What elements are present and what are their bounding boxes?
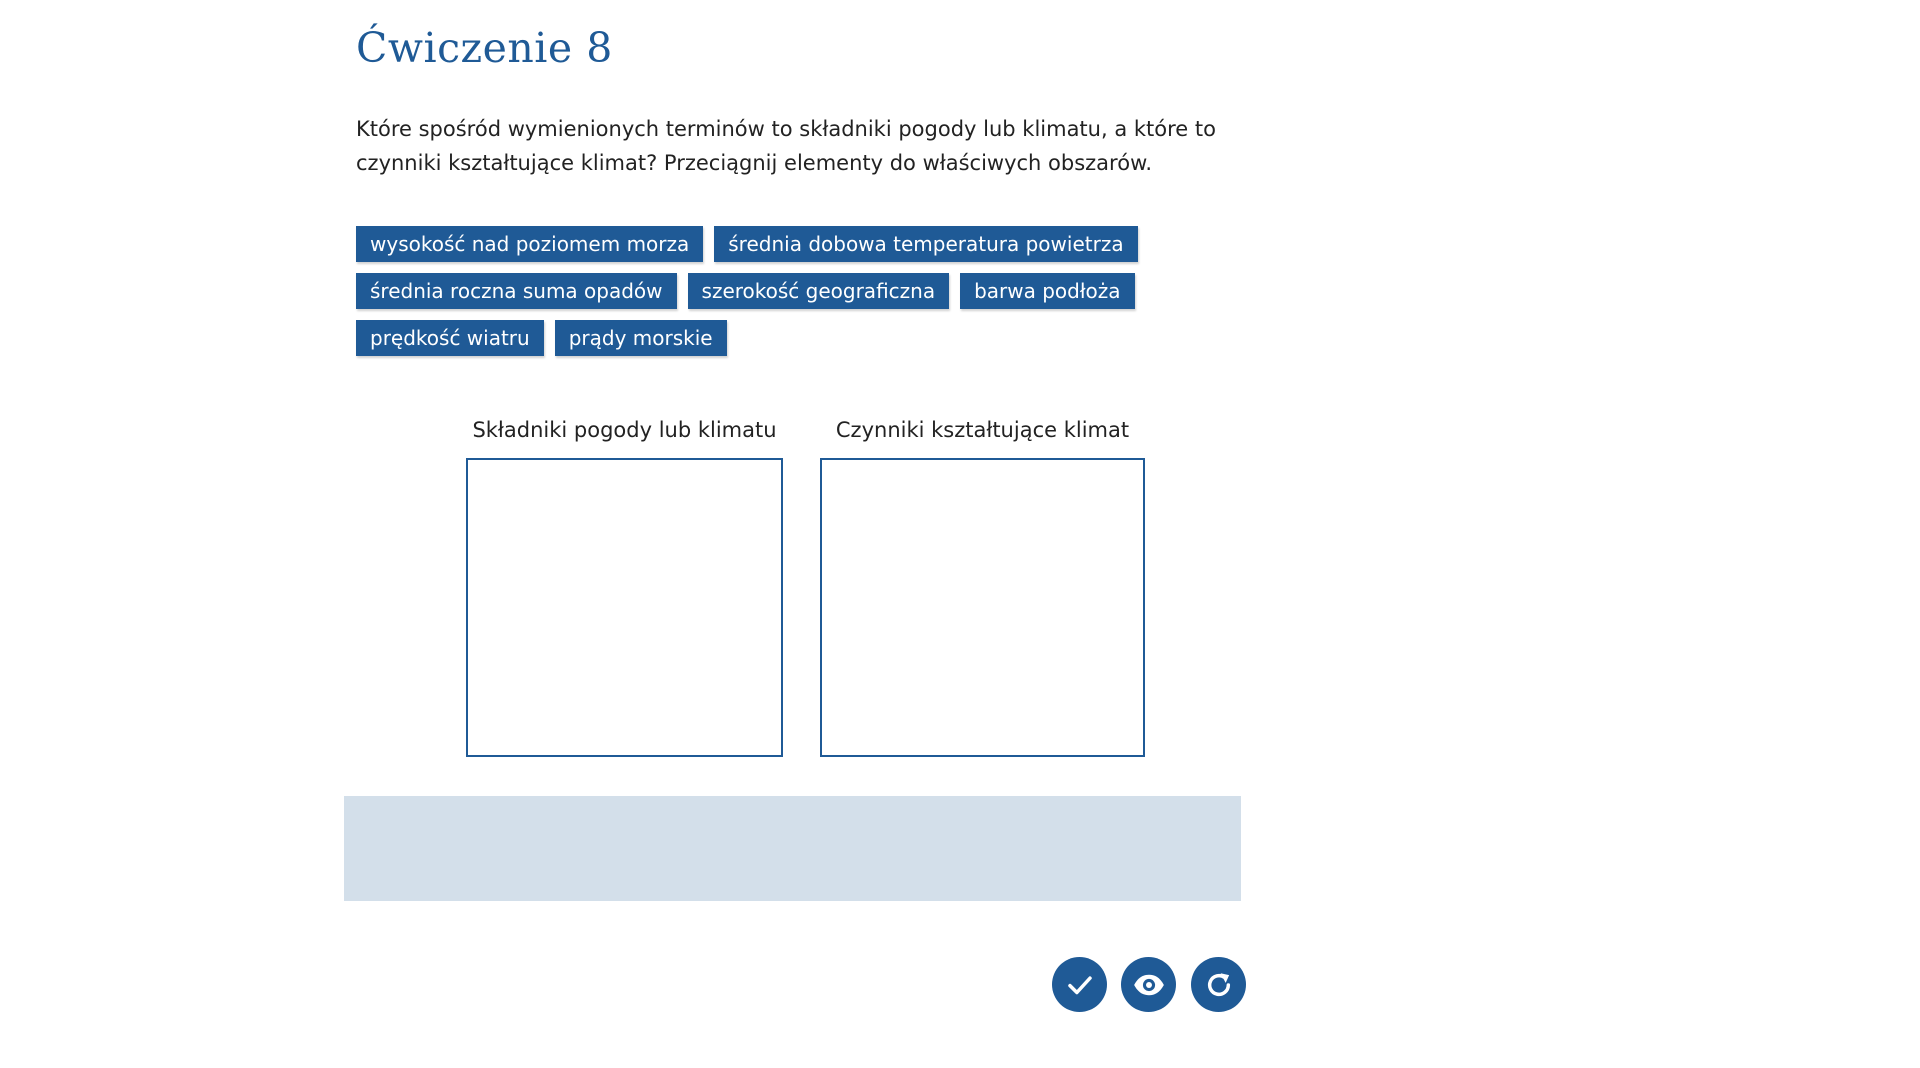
terms-row — [356, 320, 1156, 367]
check-button[interactable] — [1052, 957, 1107, 1012]
terms-row — [356, 226, 1156, 273]
drop-zone-label-weather: Składniki pogody lub klimatu — [472, 418, 777, 442]
exercise-instruction: Które spośród wymienionych terminów to składniki pogody lub klimatu, a które to czynniki kształtujące klimat? Przeciągnij elementy do właściwych obszarów. — [356, 117, 1216, 175]
feedback-area — [344, 796, 1241, 901]
term-chip[interactable]: średnia dobowa temperatura powietrza — [714, 226, 1137, 262]
term-chip[interactable]: średnia roczna suma opadów — [356, 273, 677, 309]
show-answers-button[interactable] — [1121, 957, 1176, 1012]
term-chip[interactable]: wysokość nad poziomem morza — [356, 226, 703, 262]
check-icon — [1065, 970, 1095, 1000]
term-chip[interactable]: prędkość wiatru — [356, 320, 544, 356]
eye-icon — [1132, 968, 1166, 1002]
term-chip[interactable]: prądy morskie — [555, 320, 727, 356]
drop-zone-label-factors: Czynniki kształtujące klimat — [835, 418, 1130, 442]
term-chip[interactable]: szerokość geograficzna — [688, 273, 950, 309]
drop-zone-factors[interactable] — [820, 458, 1145, 757]
reset-button[interactable] — [1191, 957, 1246, 1012]
drop-zone-weather[interactable] — [466, 458, 783, 757]
term-chip[interactable]: barwa podłoża — [960, 273, 1134, 309]
draggable-terms — [356, 226, 1156, 367]
terms-row — [356, 273, 1156, 320]
exercise-title: Ćwiczenie 8 — [356, 24, 613, 72]
reset-icon — [1203, 969, 1235, 1001]
